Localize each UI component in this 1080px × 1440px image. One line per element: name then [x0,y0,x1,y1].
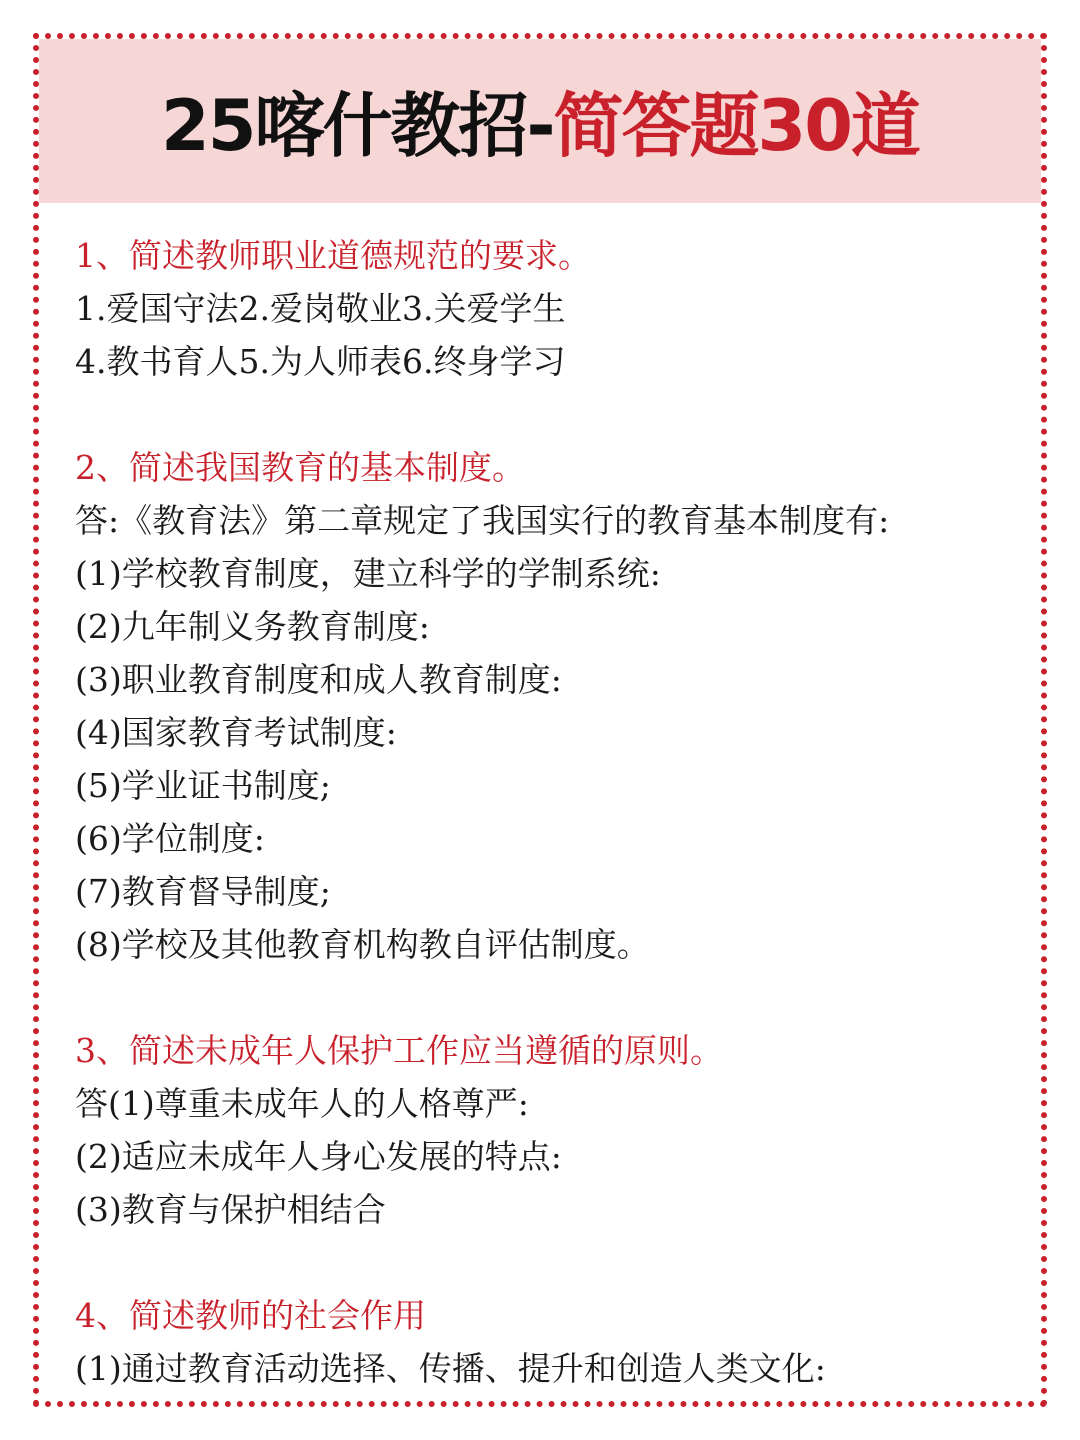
answer-line: (7)教育督导制度; [75,872,331,911]
title-banner [39,39,1041,203]
answer-line: (5)学业证书制度; [75,766,331,805]
question-3 [75,1024,1005,1236]
question-heading: 2、简述我国教育的基本制度。 [75,448,525,487]
answer-line: (2)适应未成年人身心发展的特点: [75,1137,562,1176]
answer-line: (4)国家教育考试制度: [75,713,397,752]
answer-line: 答:《教育法》第二章规定了我国实行的教育基本制度有: [75,501,890,540]
answer-line: 答(1)尊重未成年人的人格尊严: [75,1084,529,1123]
question-4 [75,1289,1005,1395]
answer-line: (8)学校及其他教育机构教自评估制度。 [75,925,650,964]
question-heading: 1、简述教师职业道德规范的要求。 [75,236,591,275]
answer-line: (2)九年制义务教育制度: [75,607,430,646]
question-heading: 3、简述未成年人保护工作应当遵循的原则。 [75,1031,723,1070]
answer-line: 4.教书育人5.为人师表6.终身学习 [75,342,566,381]
question-list [75,203,1005,1395]
answer-line: (1)通过教育活动选择、传播、提升和创造人类文化: [75,1349,826,1388]
answer-line: (3)教育与保护相结合 [75,1190,386,1229]
question-2 [75,441,1005,971]
answer-line: 1.爱国守法2.爱岗敬业3.关爱学生 [75,289,566,328]
question-heading: 4、简述教师的社会作用 [75,1296,426,1335]
answer-line: (6)学位制度: [75,819,265,858]
page-title [161,85,919,167]
title-highlight: 简答题30道 [553,85,919,167]
answer-line: (1)学校教育制度，建立科学的学制系统: [75,554,661,593]
answer-line: (3)职业教育制度和成人教育制度: [75,660,562,699]
question-1 [75,229,1005,388]
title-prefix: 25喀什教招- [161,85,554,167]
page-frame [33,33,1047,1407]
